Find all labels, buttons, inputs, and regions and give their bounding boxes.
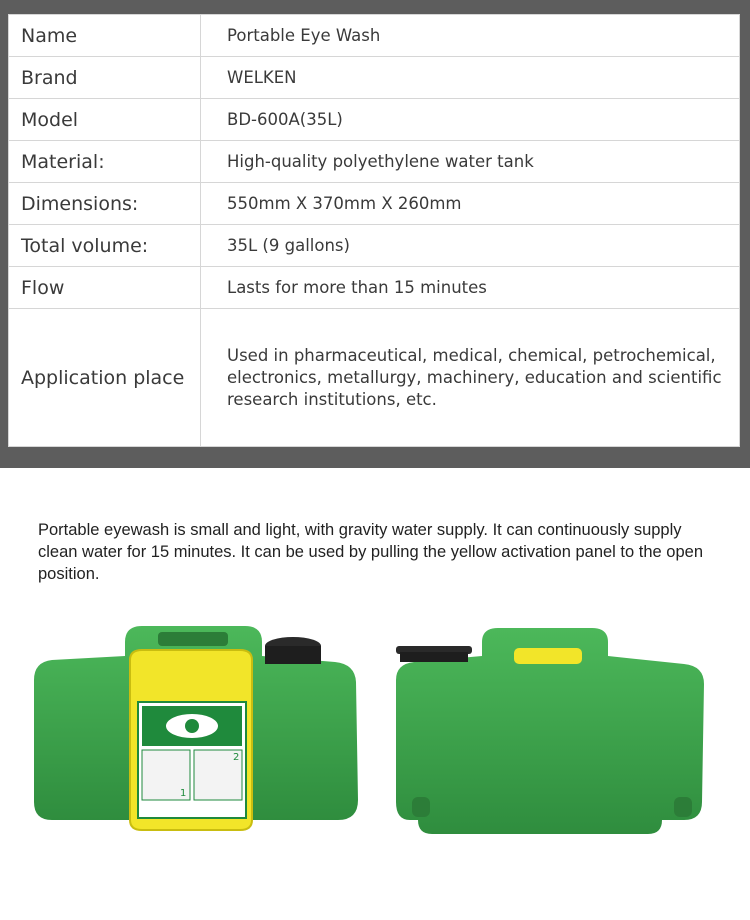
spec-row-material <box>9 141 740 183</box>
spec-label: Application place <box>9 309 201 447</box>
spec-label: Flow <box>9 267 201 309</box>
spec-label: Model <box>9 99 201 141</box>
spec-label: Brand <box>9 57 201 99</box>
spec-label: Dimensions: <box>9 183 201 225</box>
spec-value: Lasts for more than 15 minutes <box>201 267 740 309</box>
eye-pupil-icon <box>185 719 199 733</box>
spec-label: Material: <box>9 141 201 183</box>
spec-value: Portable Eye Wash <box>201 15 740 57</box>
eyewash-side-image <box>392 622 712 842</box>
spec-value: WELKEN <box>201 57 740 99</box>
step-2-number: 2 <box>233 752 240 763</box>
tank-cap-side <box>265 646 321 664</box>
label-footer <box>142 802 242 814</box>
spec-label: Total volume: <box>9 225 201 267</box>
spec-label: Name <box>9 15 201 57</box>
spec-value: Used in pharmaceutical, medical, chemical, petrochemical, electronics, metallurgy, machinery, education and scientific research institutions, etc. <box>201 309 740 447</box>
spec-row-application <box>9 309 740 447</box>
spec-table <box>8 14 740 447</box>
spec-row-name <box>9 15 740 57</box>
product-description: Portable eyewash is small and light, with gravity water supply. It can continuously supply clean water for 15 minutes. It can be used by pulling the yellow activation panel to the open position. <box>38 520 703 583</box>
spec-value: BD-600A(35L) <box>201 99 740 141</box>
spec-value: High-quality polyethylene water tank <box>201 141 740 183</box>
spec-row-model <box>9 99 740 141</box>
tank-cap-side <box>400 652 468 662</box>
foot-left <box>412 797 430 817</box>
yellow-handle-tab <box>514 648 582 664</box>
eyewash-front-image <box>30 620 360 840</box>
step-1-number: 1 <box>180 788 187 799</box>
spec-row-dimensions <box>9 183 740 225</box>
spec-row-brand <box>9 57 740 99</box>
spec-value: 550mm X 370mm X 260mm <box>201 183 740 225</box>
spec-value: 35L (9 gallons) <box>201 225 740 267</box>
handle-opening <box>158 632 228 646</box>
foot-right <box>674 797 692 817</box>
spec-row-volume <box>9 225 740 267</box>
spec-row-flow <box>9 267 740 309</box>
